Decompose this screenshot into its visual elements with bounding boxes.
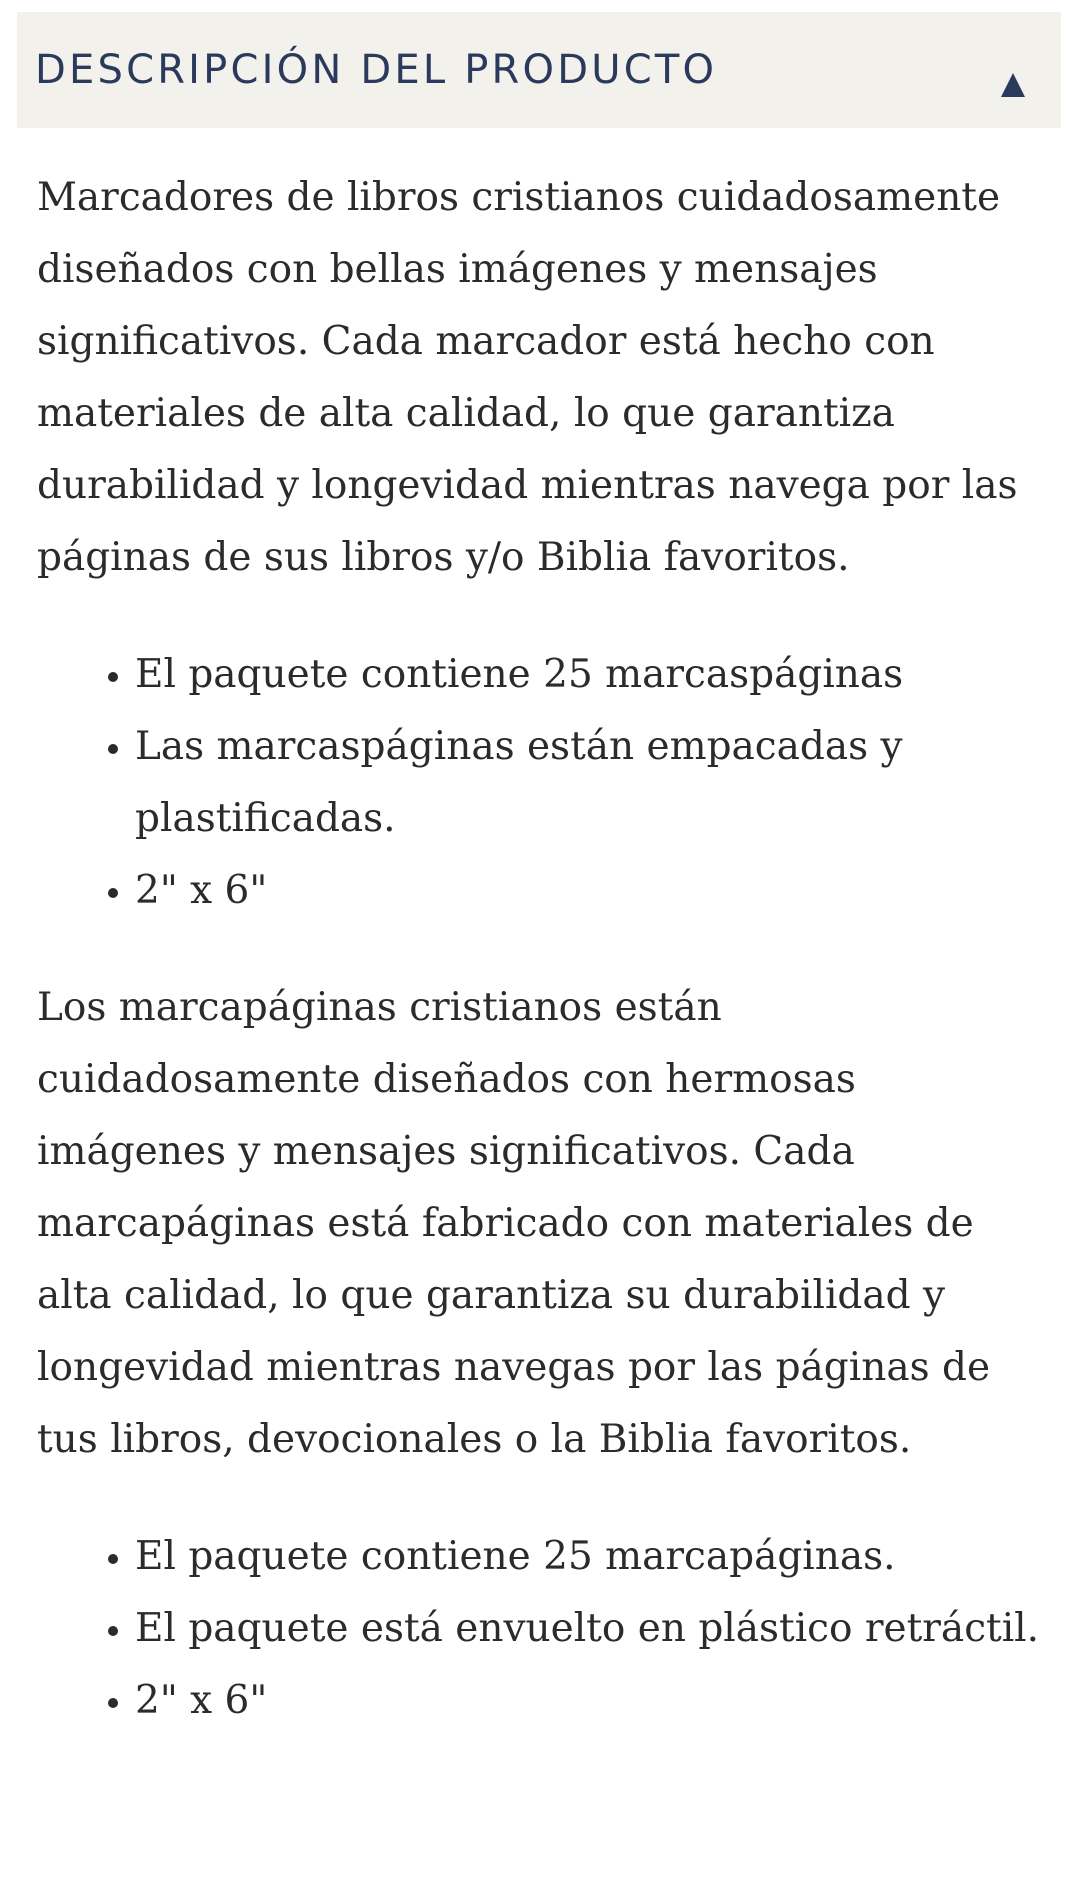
product-description-accordion-header[interactable] bbox=[17, 12, 1061, 128]
list-item: • 2" x 6" bbox=[135, 855, 1047, 927]
triangle-up-icon[interactable] bbox=[1001, 73, 1025, 97]
section-title: DESCRIPCIÓN DEL PRODUCTO bbox=[35, 47, 718, 93]
description-paragraph-2: Los marcapáginas cristianos están cuidadosamente diseñados con hermosas imágenes y mensajes significativos. Cada marcapáginas está fabricado con materiales de alta calidad, lo que garantiza su durabilidad y longevidad mientras navegas por las páginas de tus libros, devocionales o la Biblia favoritos. bbox=[37, 985, 991, 1462]
list-item: • Las marcaspáginas están empacadas y plastificadas. bbox=[135, 711, 1047, 855]
description-paragraph-1: Marcadores de libros cristianos cuidadosamente diseñados con bellas imágenes y mensajes significativos. Cada marcador está hecho con materiales de alta calidad, lo que garantiza durabilidad y longevidad mientras navega por las páginas de sus libros y/o Biblia favoritos. bbox=[37, 175, 1018, 580]
list-item: • El paquete está envuelto en plástico retráctil. bbox=[135, 1593, 1047, 1665]
list-item: • 2" x 6" bbox=[135, 1665, 1047, 1737]
features-list-1 bbox=[37, 639, 1047, 927]
list-item: • El paquete contiene 25 marcapáginas. bbox=[135, 1521, 1047, 1593]
product-description-content bbox=[37, 162, 1047, 1782]
list-item: • El paquete contiene 25 marcaspáginas bbox=[135, 639, 1047, 711]
features-list-2 bbox=[37, 1521, 1047, 1737]
